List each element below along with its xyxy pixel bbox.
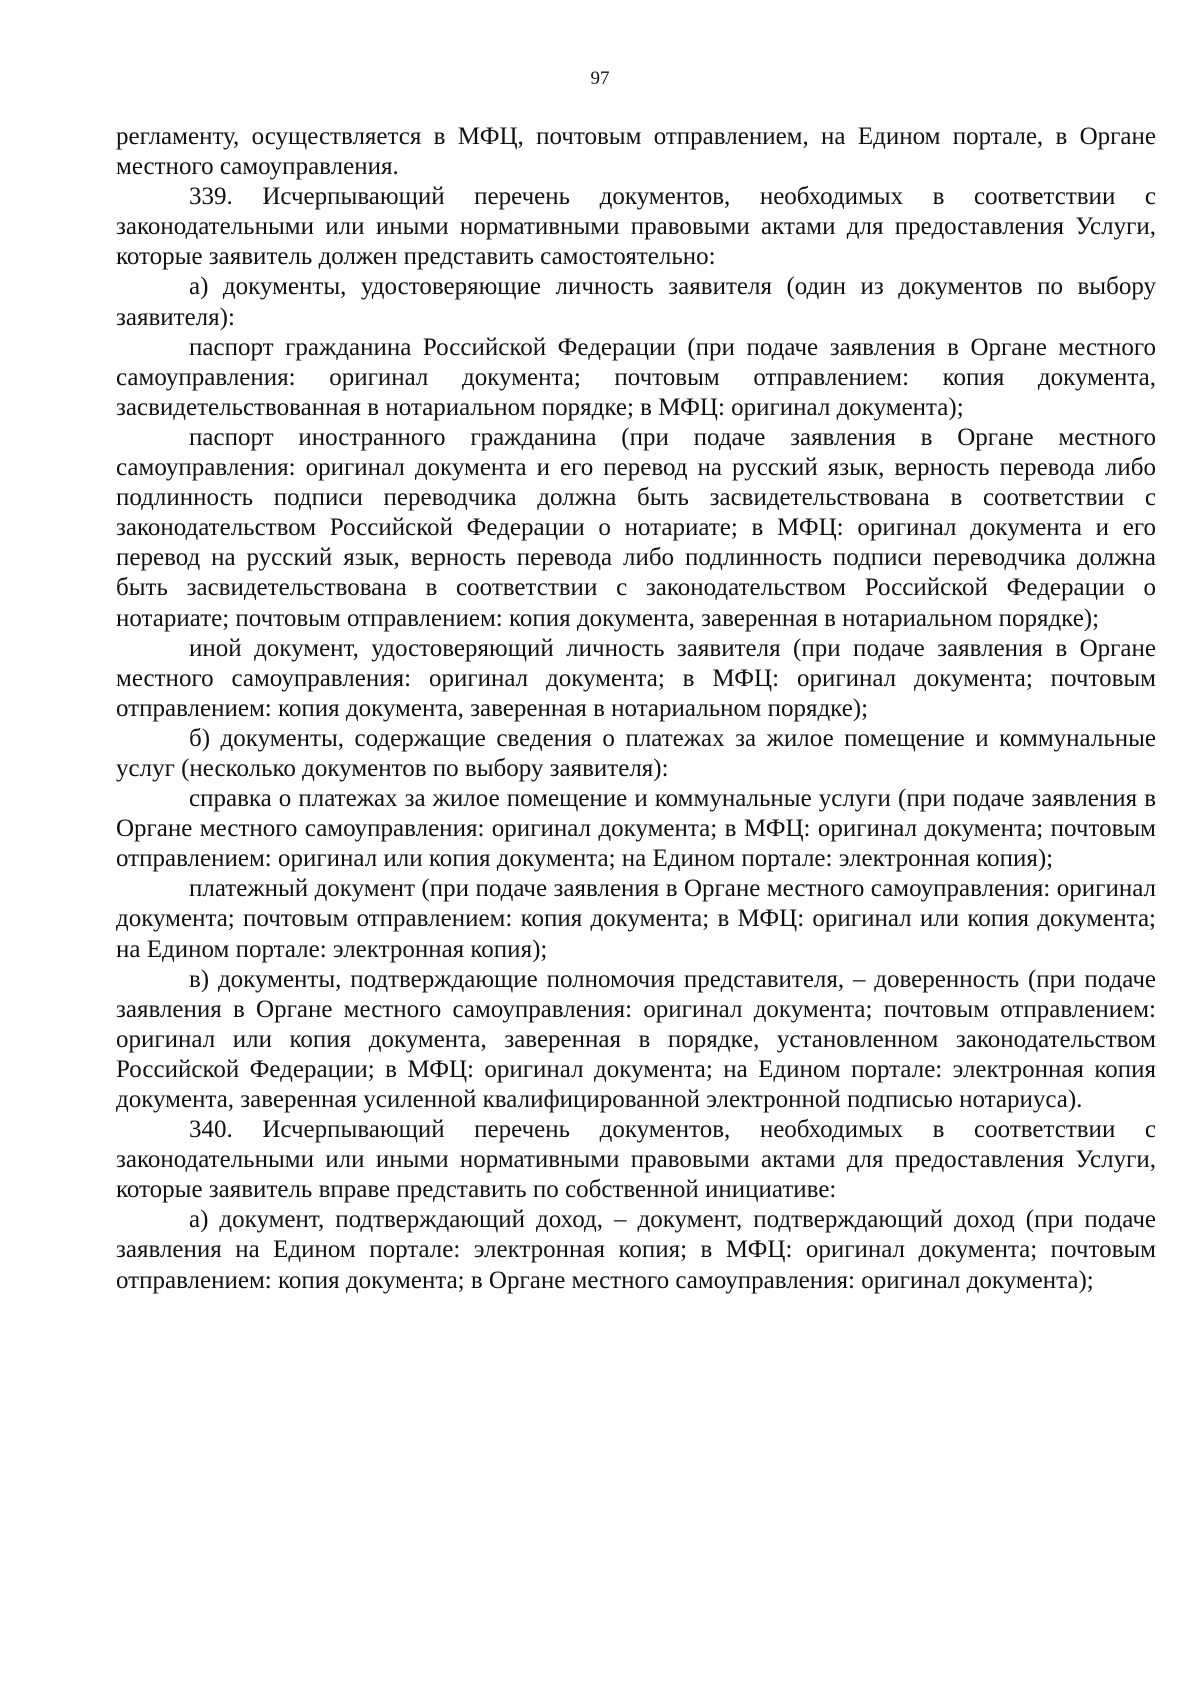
paragraph: регламенту, осуществляется в МФЦ, почтовым отправлением, на Едином портале, в Органе местного самоуправления. <box>116 123 1156 181</box>
document-body <box>116 122 1156 1296</box>
paragraph: б) документы, содержащие сведения о платежах за жилое помещение и коммунальные услуг (несколько документов по выбору заявителя): <box>116 724 1156 782</box>
paragraph: справка о платежах за жилое помещение и коммунальные услуги (при подаче заявления в Органе местного самоуправления: оригинал документа; в МФЦ: оригинал документа; почтовым отправлением: оригинал или копия документа; на Едином портале: электронная копия); <box>116 785 1156 873</box>
paragraph: паспорт иностранного гражданина (при подаче заявления в Органе местного самоуправления: оригинал документа и его перевод на русский язык, верность перевода либо подлинность подписи переводчика должна быть засвидетельствована в соответствии с законодательством Российской Федерации о нотариате; в МФЦ: оригинал документа и его перевод на русский язык, верность перевода либо подлинность подписи переводчика должна быть засвидетельствована в соответствии с законодательством Российской Федерации о нотариате; почтовым отправлением: копия документа, заверенная в нотариальном порядке); <box>116 423 1156 632</box>
paragraph: в) документы, подтверждающие полномочия представителя, – доверенность (при подаче заявления в Органе местного самоуправления: оригинал документа; почтовым отправлением: оригинал или копия документа, заверенная в порядке, установленном законодательством Российской Федерации; в МФЦ: оригинал документа; на Едином портале: электронная копия документа, заверенная усиленной квалифицированной электронной подписью нотариуса). <box>116 965 1156 1113</box>
paragraph: платежный документ (при подаче заявления в Органе местного самоуправления: оригинал документа; почтовым отправлением: копия документа; в МФЦ: оригинал или копия документа; на Едином портале: электронная копия); <box>116 875 1156 963</box>
paragraph: 339. Исчерпывающий перечень документов, необходимых в соответствии с законодательными или иными нормативными правовыми актами для предоставления Услуги, которые заявитель должен представить самостоятельно: <box>116 183 1156 271</box>
paragraph: а) документы, удостоверяющие личность заявителя (один из документов по выбору заявителя): <box>116 273 1156 331</box>
paragraph: 340. Исчерпывающий перечень документов, необходимых в соответствии с законодательными или иными нормативными правовыми актами для предоставления Услуги, которые заявитель вправе представить по собственной инициативе: <box>116 1116 1156 1204</box>
page-number: 97 <box>590 68 610 89</box>
paragraph: паспорт гражданина Российской Федерации (при подаче заявления в Органе местного самоуправления: оригинал документа; почтовым отправлением: копия документа, засвидетельствованная в нотариальном порядке; в МФЦ: оригинал документа); <box>116 333 1156 421</box>
paragraph: а) документ, подтверждающий доход, – документ, подтверждающий доход (при подаче заявления на Едином портале: электронная копия; в МФЦ: оригинал документа; почтовым отправлением: копия документа; в Органе местного самоуправления: оригинал документа); <box>116 1206 1156 1294</box>
paragraph: иной документ, удостоверяющий личность заявителя (при подаче заявления в Органе местного самоуправления: оригинал документа; в МФЦ: оригинал документа; почтовым отправлением: копия документа, заверенная в нотариальном порядке); <box>116 634 1156 722</box>
